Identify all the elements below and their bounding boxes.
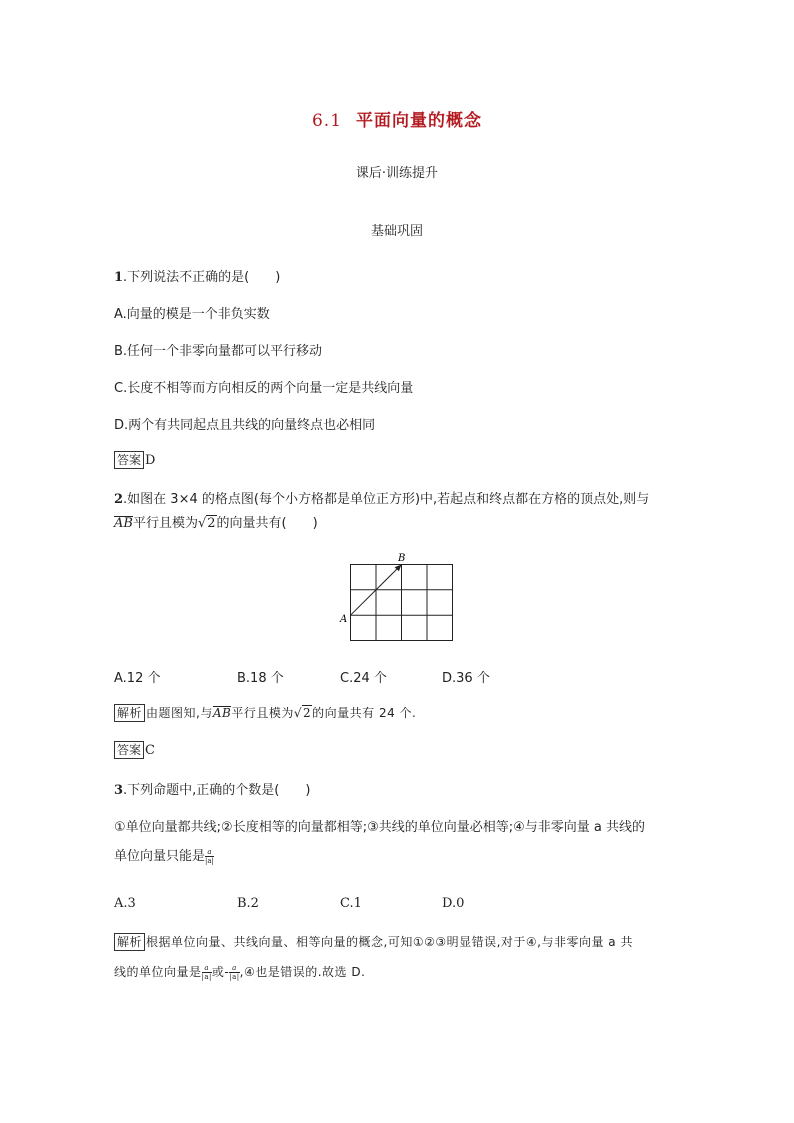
explain-tag: 解析: [114, 704, 145, 722]
fraction-denominator: |a|: [201, 973, 212, 981]
vector-ab: AB: [114, 516, 133, 531]
fraction-a-over-norm-a: [205, 848, 214, 865]
section-number: 6.1: [311, 111, 343, 131]
sqrt-sign: √: [197, 516, 207, 531]
q2-answer: [114, 741, 155, 759]
q3-option-a: A.3: [114, 896, 136, 911]
sqrt-two: [198, 515, 217, 531]
q1-option-d: D.两个有共同起点且共线的向量终点也必相同: [114, 418, 376, 433]
title-text: 平面向量的概念: [356, 111, 483, 131]
fraction-numerator: a: [205, 848, 214, 857]
q2-option-a: A.12 个: [114, 671, 161, 686]
q3-option-b: B.2: [237, 896, 259, 911]
sqrt-radicand-inline: 2: [303, 706, 312, 720]
q2-explain-text-a: 由题图知,与: [146, 706, 213, 720]
q3-explanation-line2: [114, 963, 365, 981]
q1-option-b: B.任何一个非零向量都可以平行移动: [114, 344, 323, 359]
q1-option-c: C.长度不相等而方向相反的两个向量一定是共线向量: [114, 381, 414, 396]
q1-number: 1: [114, 270, 124, 285]
fraction-a-over-norm-a-1: [202, 964, 212, 981]
q2-stem-text-2b: 的向量共有( ): [216, 516, 318, 531]
q3-option-d: D.0: [442, 896, 465, 911]
fraction-a-over-norm-a-2: [229, 964, 239, 981]
q2-number: 2: [114, 492, 124, 507]
q3-propositions-line1: ①单位向量都共线;②长度相等的向量都相等;③共线的单位向量必相等;④与非零向量 a 共线的: [114, 820, 645, 835]
section-heading: 基础巩固: [370, 224, 423, 239]
q3-stem: [114, 779, 310, 798]
q3-explanation-line1: [114, 933, 633, 951]
vector-ab-inline: AB: [212, 706, 232, 720]
q2-option-d: D.36 个: [442, 671, 490, 686]
sqrt-two-inline: [294, 705, 312, 720]
q3-explain-text-2c: ,④也是错误的.故选 D.: [239, 965, 366, 979]
sqrt-sign-inline: √: [293, 706, 302, 720]
page-title: [0, 106, 794, 131]
q2-stem-text-1: .如图在 3×4 的格点图(每个小方格都是单位正方形)中,若起点和终点都在方格的顶点处,则与: [123, 492, 650, 507]
q3-number: 3: [114, 783, 124, 798]
answer-tag: 答案: [114, 741, 144, 759]
q1-option-a: A.向量的模是一个非负实数: [114, 307, 270, 322]
sqrt-radicand: 2: [207, 516, 216, 531]
fraction-denominator: |a|: [229, 973, 240, 981]
point-a-label: A: [340, 614, 348, 625]
q2-explain-text-b: 平行且模为: [231, 706, 294, 720]
q1-stem-text: .下列说法不正确的是( ): [123, 270, 281, 285]
q2-stem-line1: [114, 488, 649, 507]
q2-option-c: C.24 个: [340, 671, 387, 686]
fraction-numerator: a: [202, 964, 212, 973]
q3-propositions-line2: [114, 845, 214, 865]
fraction-numerator: a: [229, 964, 239, 973]
q3-explain-text-2a: 线的单位向量是: [114, 965, 202, 979]
q2-explanation: [114, 704, 416, 722]
q3-line2-text: 单位向量只能是: [114, 849, 206, 864]
fraction-denominator: |a|: [205, 857, 214, 865]
q2-option-b: B.18 个: [237, 671, 284, 686]
answer-tag: 答案: [114, 451, 144, 469]
q3-explain-text-2b: 或-: [211, 965, 230, 979]
q1-answer: [114, 451, 155, 469]
explain-tag: 解析: [114, 933, 145, 951]
subtitle: 课后·训练提升: [355, 166, 439, 181]
q3-stem-text: .下列命题中,正确的个数是( ): [123, 783, 311, 798]
point-b-label: B: [398, 553, 406, 564]
grid-figure: [336, 550, 460, 646]
q1-stem: [114, 266, 280, 285]
q1-answer-value: D: [145, 453, 156, 468]
q2-explain-text-c: 的向量共有 24 个.: [312, 706, 417, 720]
q3-option-c: C.1: [340, 896, 362, 911]
q3-explain-text-1: 根据单位向量、共线向量、相等向量的概念,可知①②③明显错误,对于④,与非零向量 a 共: [146, 935, 633, 949]
grid-lines: [351, 565, 453, 641]
q2-stem-text-2a: 平行且模为: [132, 516, 198, 531]
q2-answer-value: C: [145, 743, 155, 758]
q2-stem-line2: [114, 512, 318, 531]
